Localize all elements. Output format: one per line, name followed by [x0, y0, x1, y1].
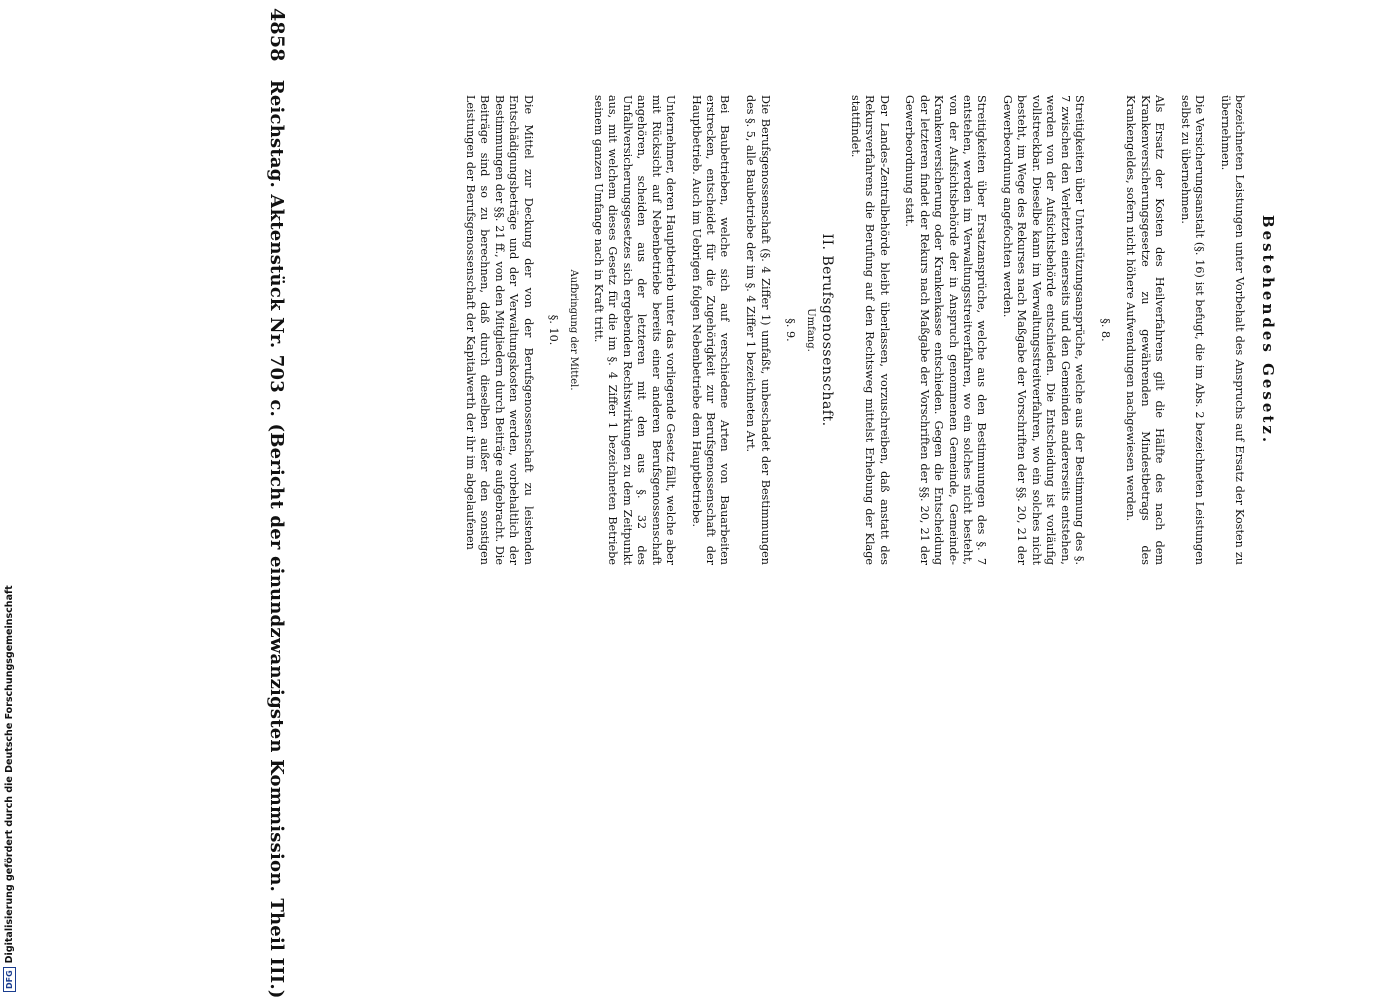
paragraph: Unternehmer, deren Hauptbetrieb unter das vorliegende Gesetz fällt, welche aber mit Rücksicht auf Nebenbetriebe bereits einer anderen Berufsgenossenschaft angehören, scheiden aus der letzteren mit den aus §. 32 des Unfallversicherungsgesetzes sich ergebenden Rechtswirkungen zu dem Zeitpunkt aus, mit welchem dieses Gesetz für die im §. 4 Ziffer 1 bezeichneten Betriebe seinem ganzen Umfange nach in Kraft tritt. [591, 95, 677, 565]
subheading: Umfang. [805, 308, 817, 352]
paragraph: Bei Baubetrieben, welche sich auf verschiedene Arten von Bauarbeiten erstrecken, entscheidet für die Zugehörigkeit zur Berufsgenossenschaft der Hauptbetrieb. Auch im Uebrigen folgen Nebenbetriebe dem Hauptbetriebe. [689, 95, 732, 565]
paragraph: Als Ersatz der Kosten des Heilverfahrens gilt die Hälfte des nach dem Krankenversicherungsgesetze zu gewährenden Mindestbetrags des Krankengeldes, sofern nicht höhere Aufwendungen nachgewiesen werden. [1124, 95, 1167, 565]
page-title: Reichstag. Aktenstück Nr. 703 c. (Bericht der einundzwanzigsten Kommission. Theil III.) [266, 79, 287, 999]
paragraph: bezeichneten Leistungen unter Vorbehalt des Anspruchs auf Ersatz der Kosten zu übernehmen. [1219, 95, 1247, 565]
section-number: §. 9. [784, 318, 798, 342]
paragraph: Der Landes-Zentralbehörde bleibt überlassen, vorzuschreiben, daß anstatt des Rekursverfahrens die Berufung auf den Rechtsweg mittelst Erhebung der Klage stattfindet. [848, 95, 891, 565]
paragraph: Die Mittel zur Deckung der von der Berufsgenossenschaft zu leistenden Entschädigungsbeträge und der Verwaltungskosten werden, vorbehaltlich der Bestimmungen der §§. 21 ff., von den Mitgliedern durch Beiträge aufgebracht. Die Beiträge sind so zu berechnen, daß durch dieselben außer den sonstigen Leistungen der Berufsgenossenschaft der Kapitalwerth der ihr im abgelaufenen [463, 95, 535, 565]
page-number: 4858 [266, 8, 288, 62]
dfg-logo: DFG [3, 967, 16, 992]
section-number: §. 10. [547, 314, 561, 346]
paragraph: Streitigkeiten über Unterstützungsansprüche, welche aus der Bestimmung des §. 7 zwischen den Verletzten einerseits und den Gemeinden andererseits entstehen, werden von der Aufsichtsbehörde entschieden. Die Entscheidung ist vorläufig vollstreckbar. Dieselbe kann im Verwaltungsstreitverfahren, wo ein solches nicht besteht, im Wege des Rekurses nach Maßgabe der Vorschriften der §§. 20, 21 der Gewerbeordnung angefochten werden. [1001, 95, 1087, 565]
column-heading-existing-law: Bestehendes Gesetz. [1259, 214, 1277, 446]
paragraph: Streitigkeiten über Ersatzansprüche, welche aus den Bestimmungen des §. 7 entstehen, werden im Verwaltungsstreitverfahren, wo ein solches nicht besteht, von der Aufsichtsbehörde der in Anspruch genommenen Gemeinde, Gemeinde-Krankenversicherung oder Krankenkasse entschieden. Gegen die Entscheidung der letzteren findet der Rekurs nach Maßgabe der Vorschriften der §§. 20, 21 der Gewerbeordnung statt. [903, 95, 989, 565]
credit-text: Digitalisierung gefördert durch die Deutsche Forschungsgemeinschaft [4, 585, 15, 964]
section-number: §. 8. [1098, 318, 1112, 342]
paragraph: Die Berufsgenossenschaft (§. 4 Ziffer 1) umfaßt, unbeschadet der Bestimmungen des §. 5, alle Baubetriebe der im §. 4 Ziffer 1 bezeichneten Art. [744, 95, 772, 565]
paragraph: Die Versicherungsanstalt (§. 16) ist befugt, die im Abs. 2 bezeichneten Leistungen selbst zu übernehmen. [1178, 95, 1207, 565]
subheading: Aufbringung der Mittel. [568, 269, 580, 391]
section-heading: II. Berufsgenossenschaft. [819, 233, 836, 427]
